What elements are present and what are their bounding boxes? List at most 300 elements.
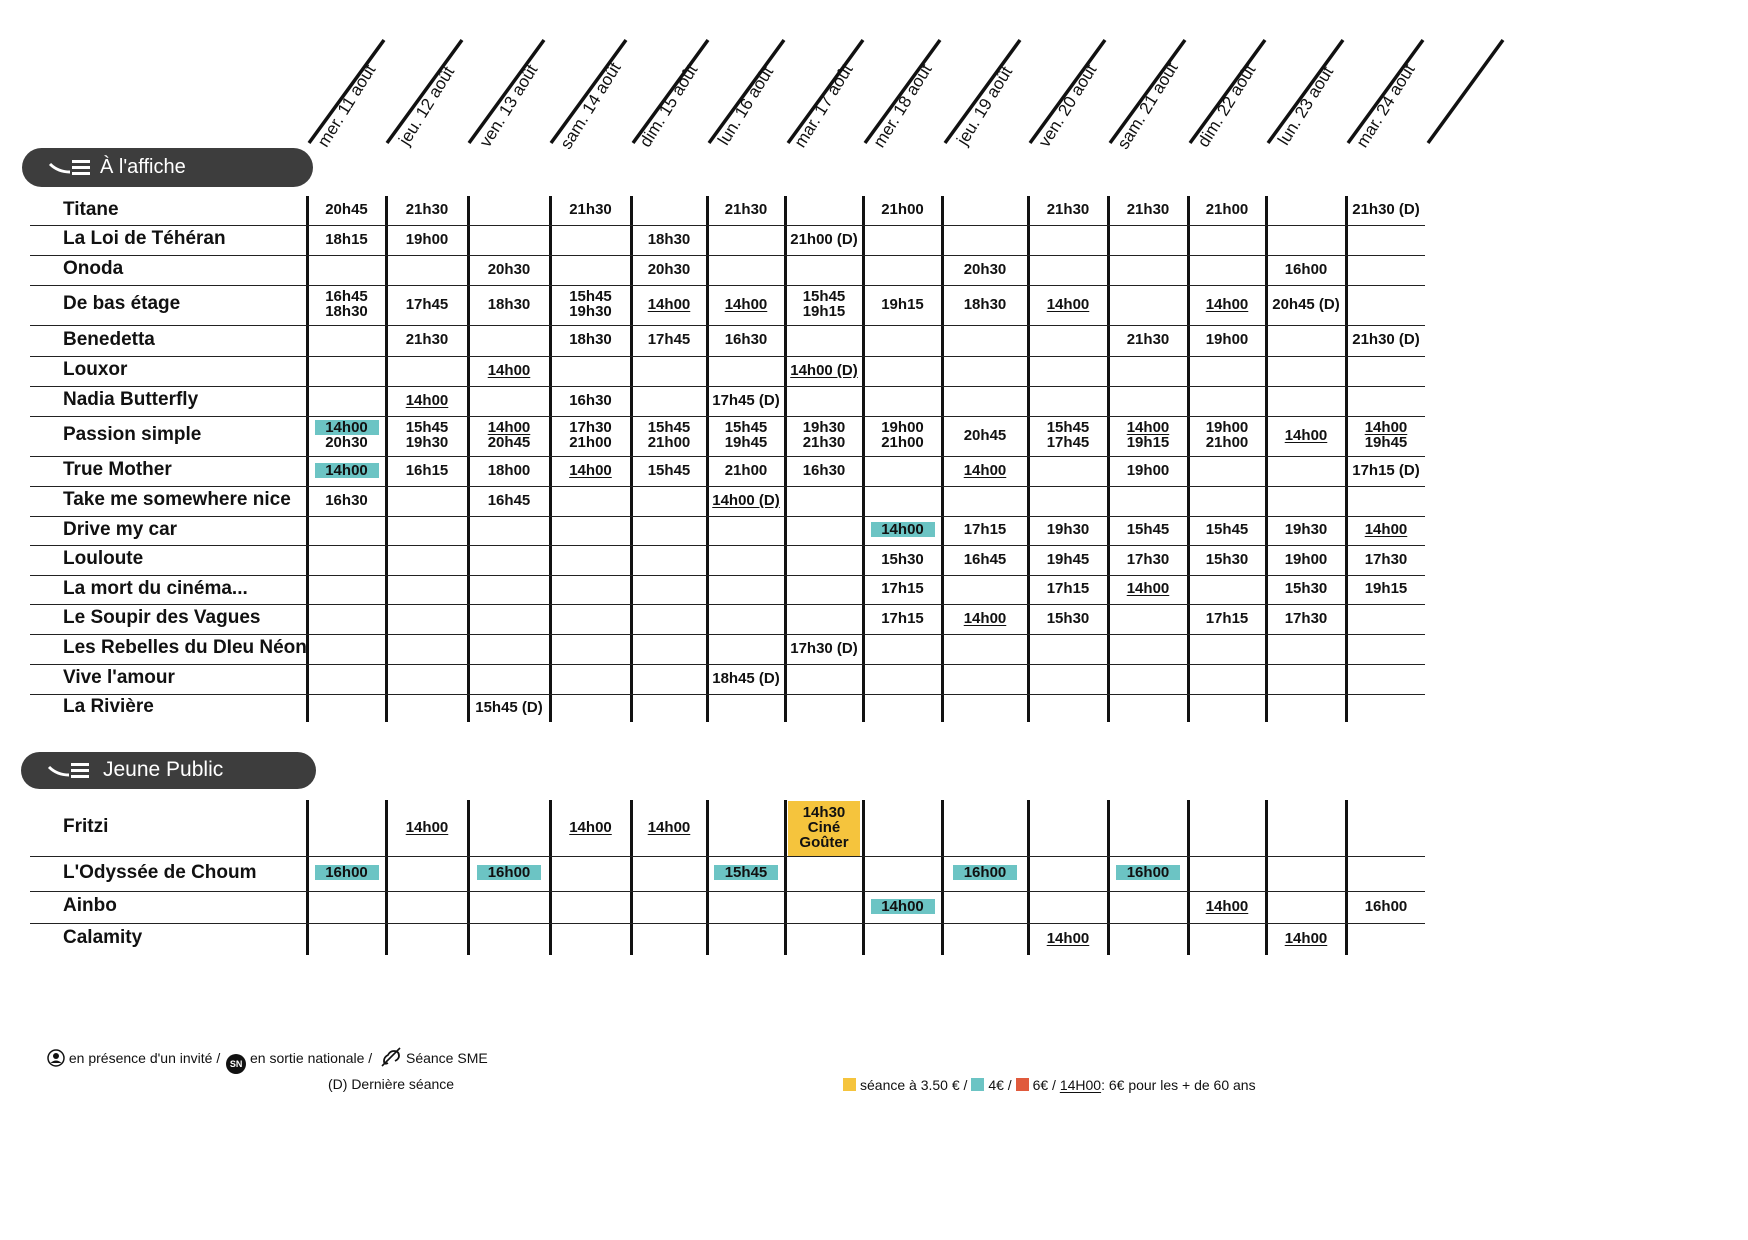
date-label: ven. 20 août — [1034, 61, 1101, 151]
session-cell[interactable] — [449, 865, 569, 880]
film-title: True Mother — [63, 459, 172, 480]
session-time-text: 14h30 — [802, 803, 846, 821]
session-cell[interactable] — [609, 232, 729, 247]
session-cell[interactable] — [1008, 931, 1128, 946]
session-time — [1008, 297, 1128, 312]
session-time-text: 19h00 — [1284, 550, 1328, 568]
film-title: Fritzi — [63, 816, 109, 837]
session-cell[interactable] — [1326, 463, 1446, 478]
session-time-text: 16h30 — [802, 461, 846, 479]
session-time — [449, 700, 569, 715]
session-time — [1326, 463, 1446, 478]
session-time-text: 14h00 — [487, 361, 531, 379]
session-cell[interactable] — [1326, 899, 1446, 914]
session-cell[interactable] — [367, 232, 487, 247]
session-time-text: 19h30 — [405, 434, 449, 451]
session-time — [1167, 899, 1287, 914]
session-time — [764, 232, 884, 247]
section-title: Jeune Public — [103, 758, 224, 781]
film-title: Les Rebelles du DIeu Néon — [63, 637, 307, 658]
row-divider — [30, 575, 1425, 576]
film-title: La mort du cinéma... — [63, 577, 248, 599]
session-cell[interactable] — [1246, 611, 1366, 626]
session-time-text: 17h30 — [1364, 550, 1408, 568]
legend-price4-time: 14H00 — [1059, 1077, 1102, 1093]
session-time-text: 14h00 — [963, 461, 1007, 479]
session-time — [1246, 262, 1366, 277]
session-time-text: Goûter — [799, 833, 849, 851]
session-cell[interactable] — [609, 820, 729, 835]
session-time — [1167, 202, 1287, 217]
session-cell[interactable] — [686, 332, 806, 347]
session-cell[interactable] — [367, 332, 487, 347]
session-time-text: 15h45 — [802, 288, 846, 305]
session-time — [686, 865, 806, 880]
row-divider — [30, 604, 1425, 605]
session-time-text: 20h45 — [963, 426, 1007, 444]
row-divider — [30, 356, 1425, 357]
session-cell[interactable] — [764, 641, 884, 656]
session-time-text: 14h00 (D) — [712, 491, 780, 509]
session-time — [686, 671, 806, 686]
session-time-text: 14h00 — [405, 818, 449, 836]
session-cell[interactable] — [449, 700, 569, 715]
session-time-text: 14h00 — [647, 818, 691, 836]
session-cell[interactable] — [287, 493, 407, 508]
row-divider — [30, 486, 1425, 487]
session-cell[interactable] — [686, 393, 806, 408]
session-cell[interactable] — [1008, 611, 1128, 626]
film-title: Nadia Butterfly — [63, 389, 199, 410]
hearing-ear-icon — [380, 1047, 402, 1067]
date-label: dim. 15 août — [635, 61, 702, 151]
session-time-text: 16h45 — [325, 288, 368, 305]
film-title: Take me somewhere nice — [63, 489, 291, 510]
film-title: Drive my car — [63, 518, 178, 540]
session-cell[interactable] — [449, 363, 569, 378]
session-time — [367, 393, 487, 408]
session-time-text: 20h30 — [647, 260, 691, 278]
session-cell[interactable] — [1008, 297, 1128, 312]
session-time-text: 14h00 — [487, 419, 531, 436]
session-time-text: 21h00 — [724, 461, 768, 479]
section-header-jeune-public — [21, 752, 316, 789]
session-time-text: 19h30 — [569, 303, 612, 320]
session-time-text: Ciné — [807, 818, 841, 836]
film-title: La Rivière — [63, 696, 154, 717]
session-time-text: 14h00 — [405, 391, 449, 409]
row-divider — [30, 923, 1425, 924]
session-time — [1088, 581, 1208, 596]
session-time-text: 16h00 — [1116, 865, 1180, 880]
session-time-text: 20h45 — [325, 201, 368, 218]
session-cell[interactable] — [367, 202, 487, 217]
session-time-text: 19h45 — [1046, 550, 1090, 568]
section-header-a-l-affiche — [22, 148, 313, 187]
session-time — [449, 865, 569, 880]
session-cell[interactable] — [686, 671, 806, 686]
row-divider — [30, 255, 1425, 256]
session-time — [1088, 463, 1208, 478]
row-divider — [30, 386, 1425, 387]
session-time — [609, 820, 729, 835]
session-time — [764, 363, 884, 378]
row-divider — [30, 891, 1425, 892]
column-divider — [1187, 196, 1190, 722]
date-label: mer. 18 août — [868, 60, 936, 151]
session-cell[interactable] — [1326, 552, 1446, 567]
date-label: mar. 17 août — [790, 60, 857, 151]
legend-prices — [843, 1077, 1256, 1093]
session-time-text: 21h30 — [1046, 201, 1090, 218]
session-time-text: 17h15 — [881, 609, 924, 627]
session-time-text: 17h45 — [647, 331, 691, 348]
session-time — [764, 820, 884, 835]
session-time-text: 16h00 — [1284, 260, 1328, 278]
session-cell[interactable] — [1167, 332, 1287, 347]
session-time-text: 21h30 — [724, 201, 768, 218]
session-time-text: 16h00 — [1364, 897, 1408, 915]
session-time-text: 20h30 — [963, 260, 1007, 278]
legend-sme-text: Séance SME — [405, 1050, 488, 1066]
session-time-text: 20h30 — [487, 260, 531, 278]
session-time — [1167, 332, 1287, 347]
session-time — [843, 899, 963, 914]
date-diagonals — [0, 0, 1748, 153]
session-time-text: 14h00 — [1205, 897, 1249, 915]
session-cell[interactable] — [1246, 297, 1366, 312]
session-time-text: 17h15 (D) — [1352, 461, 1420, 479]
row-divider — [30, 416, 1425, 417]
session-time-text: 18h30 — [647, 230, 691, 248]
session-cell[interactable] — [686, 202, 806, 217]
session-time-text: 18h00 — [487, 461, 531, 479]
row-divider — [30, 664, 1425, 665]
session-time-text: 19h30 — [802, 419, 846, 436]
session-time-text: 21h00 — [881, 434, 924, 451]
session-time-text: 21h00 — [1205, 434, 1249, 451]
session-time-text: 14h00 — [963, 609, 1007, 627]
date-label: lun. 16 août — [713, 63, 778, 149]
session-time-text: 15h45 — [647, 419, 691, 436]
session-time-text: 21h00 (D) — [790, 230, 858, 248]
session-time-text: 14h00 — [724, 295, 768, 313]
legend-price3: 6€ / — [1032, 1077, 1056, 1093]
session-time-text: 19h00 — [1205, 331, 1249, 348]
session-time-text: 14h00 — [1046, 929, 1090, 947]
session-time — [686, 393, 806, 408]
session-cell[interactable] — [925, 865, 1045, 880]
section-title: À l'affiche — [100, 156, 186, 178]
session-cell[interactable] — [764, 463, 884, 478]
session-time — [1246, 297, 1366, 312]
session-time-text: 18h15 — [325, 230, 368, 248]
yellow-swatch — [843, 1078, 856, 1091]
legend-price4: : 6€ pour les + de 60 ans — [1101, 1077, 1256, 1093]
session-time-text: 14h00 — [1284, 426, 1328, 444]
session-time-text: 21h30 — [569, 201, 612, 218]
session-time-text: 16h00 — [953, 865, 1017, 880]
session-time — [764, 805, 884, 820]
session-time-text: 21h00 — [647, 434, 691, 451]
session-time-text: 21h00 — [881, 201, 924, 218]
session-time-text: 16h15 — [405, 461, 449, 479]
session-time-text: 19h30 — [1046, 521, 1090, 538]
row-divider — [30, 694, 1425, 695]
session-time-text: 15h45 — [1205, 521, 1249, 538]
session-time-text: 16h30 — [569, 391, 612, 409]
row-divider — [30, 516, 1425, 517]
film-title: Ainbo — [63, 895, 117, 916]
date-divider-line — [1428, 40, 1503, 143]
session-time-text: 15h45 — [714, 865, 778, 880]
session-time-text: 14h00 — [1126, 419, 1170, 436]
session-cell[interactable] — [686, 493, 806, 508]
legend-guest-text: en présence d'un invité / — [68, 1050, 221, 1066]
session-time-text: 21h30 — [1126, 331, 1170, 348]
session-cell[interactable] — [367, 393, 487, 408]
session-time — [449, 363, 569, 378]
session-time-text: 15h45 — [1046, 419, 1090, 436]
session-time-text: 14h00 — [871, 899, 935, 914]
cinema-icon — [48, 158, 92, 178]
session-time — [686, 332, 806, 347]
session-time-text: 19h15 — [802, 303, 846, 320]
session-time-text: 19h00 — [1205, 419, 1249, 436]
session-time — [843, 202, 963, 217]
session-time-text: 21h30 (D) — [1352, 201, 1420, 218]
session-time — [287, 493, 407, 508]
session-cell[interactable] — [1326, 332, 1446, 347]
row-divider — [30, 856, 1425, 857]
legend-national-text: en sortie nationale / — [250, 1050, 373, 1066]
session-time-text: 14h00 — [315, 463, 379, 478]
session-cell[interactable] — [843, 899, 963, 914]
session-cell[interactable] — [531, 393, 651, 408]
session-time-text: 16h00 — [477, 865, 541, 880]
session-time-text: 14h00 — [1126, 580, 1170, 597]
column-divider — [1107, 196, 1110, 722]
session-time-text: 17h15 — [1205, 609, 1249, 627]
session-time — [1008, 611, 1128, 626]
session-cell[interactable] — [609, 262, 729, 277]
session-time-text: 17h45 (D) — [712, 391, 780, 409]
session-time — [609, 262, 729, 277]
session-time-text: 14h00 — [871, 522, 935, 537]
session-time-text: 15h45 — [647, 461, 691, 479]
session-time — [764, 463, 884, 478]
film-title: De bas étage — [63, 293, 181, 314]
session-time-text: 17h15 — [963, 521, 1007, 538]
session-time — [367, 820, 487, 835]
legend-price2: 4€ / — [988, 1077, 1012, 1093]
session-cell[interactable] — [764, 363, 884, 378]
session-time-text: 19h30 — [1284, 521, 1328, 538]
date-label: jeu. 12 août — [394, 63, 459, 149]
session-time-text: 21h00 — [569, 434, 612, 451]
session-time-text: 14h00 — [1284, 929, 1328, 947]
session-cell[interactable] — [764, 232, 884, 247]
row-divider — [30, 225, 1425, 226]
session-time — [764, 641, 884, 656]
session-time — [1326, 552, 1446, 567]
column-divider — [385, 196, 388, 722]
session-time-text: 16h45 — [487, 491, 531, 509]
session-time-text: 15h45 (D) — [475, 698, 543, 716]
session-time-text: 20h45 — [487, 434, 531, 451]
session-time-text: 17h15 — [1046, 580, 1090, 597]
session-time-text: 17h45 — [405, 295, 449, 313]
session-time — [1326, 435, 1446, 450]
film-title: Calamity — [63, 927, 143, 948]
session-time-text: 14h00 — [1046, 295, 1090, 313]
session-time-text: 14h00 — [1205, 295, 1249, 313]
session-time-text: 14h00 — [647, 295, 691, 313]
session-time-text: 18h30 — [487, 295, 531, 313]
session-time-text: 14h00 — [569, 461, 612, 479]
session-time-text: 14h00 — [1364, 521, 1408, 538]
session-time — [1326, 522, 1446, 537]
session-time-text: 14h00 — [315, 420, 379, 435]
session-time-text: 21h30 — [405, 201, 449, 218]
session-cell[interactable] — [764, 805, 884, 850]
film-title: Vive l'amour — [63, 667, 175, 688]
session-time-text: 15h45 — [1126, 521, 1170, 538]
legend-price1: séance à 3.50 € / — [860, 1077, 968, 1093]
session-time — [531, 393, 651, 408]
session-cell[interactable] — [686, 865, 806, 880]
session-time-text: 18h30 — [963, 295, 1007, 313]
date-label: sam. 14 août — [555, 59, 625, 153]
session-time — [764, 835, 884, 850]
session-time — [367, 332, 487, 347]
date-label: ven. 13 août — [475, 61, 542, 151]
sn-badge-text: SN — [229, 1059, 243, 1069]
date-label: jeu. 19 août — [952, 63, 1017, 149]
session-cell[interactable] — [449, 493, 569, 508]
session-time — [367, 202, 487, 217]
session-time-text: 18h30 — [569, 331, 612, 348]
row-divider — [30, 325, 1425, 326]
session-cell[interactable] — [1088, 865, 1208, 880]
teal-swatch — [971, 1078, 984, 1091]
session-cell[interactable] — [531, 202, 651, 217]
session-cell[interactable] — [843, 581, 963, 596]
session-time-text: 17h30 — [1284, 609, 1328, 627]
session-time-text: 16h45 — [963, 550, 1007, 568]
session-cell[interactable] — [1088, 463, 1208, 478]
session-time-text: 19h15 — [1364, 580, 1408, 597]
session-cell[interactable] — [925, 463, 1045, 478]
session-time-text: 16h00 — [315, 865, 379, 880]
session-time-text: 18h30 — [325, 303, 368, 320]
session-time — [367, 232, 487, 247]
session-cell[interactable] — [843, 202, 963, 217]
session-time — [843, 581, 963, 596]
session-time-text: 14h00 (D) — [790, 361, 858, 379]
session-cell[interactable] — [1246, 262, 1366, 277]
session-time-text: 19h00 — [405, 230, 449, 248]
session-time — [449, 262, 569, 277]
session-cell[interactable] — [1088, 581, 1208, 596]
session-time — [1326, 899, 1446, 914]
session-time-text: 14h00 — [1364, 419, 1408, 436]
session-time-text: 17h30 (D) — [790, 639, 858, 657]
guest-icon — [47, 1049, 65, 1067]
session-time — [609, 232, 729, 247]
session-time — [1326, 581, 1446, 596]
session-time — [531, 202, 651, 217]
film-title: Passion simple — [63, 424, 202, 445]
session-cell[interactable] — [1326, 420, 1446, 450]
session-time — [287, 865, 407, 880]
session-time — [925, 865, 1045, 880]
red-swatch — [1016, 1078, 1029, 1091]
session-time — [686, 493, 806, 508]
session-time — [1008, 931, 1128, 946]
film-title: Louloute — [63, 548, 144, 569]
session-time-text: 17h15 — [881, 580, 924, 597]
session-time — [1246, 611, 1366, 626]
session-time-text: 16h30 — [325, 491, 368, 509]
session-cell[interactable] — [367, 820, 487, 835]
session-cell[interactable] — [1167, 202, 1287, 217]
film-title: La Loi de Téhéran — [63, 228, 226, 249]
session-time-text: 19h45 — [1364, 434, 1408, 451]
session-time — [925, 463, 1045, 478]
session-time — [1326, 332, 1446, 347]
session-cell[interactable] — [449, 262, 569, 277]
session-time — [1326, 202, 1446, 217]
row-divider — [30, 456, 1425, 457]
session-time-text: 20h30 — [325, 434, 368, 451]
session-time — [686, 202, 806, 217]
session-cell[interactable] — [1246, 931, 1366, 946]
film-title: Titane — [63, 198, 119, 220]
sn-badge-icon — [226, 1054, 246, 1074]
session-time-text: 19h00 — [881, 419, 924, 436]
session-cell[interactable] — [1326, 522, 1446, 537]
row-divider — [30, 634, 1425, 635]
session-cell[interactable] — [287, 865, 407, 880]
film-title: L'Odyssée de Choum — [63, 861, 257, 883]
session-time — [1246, 931, 1366, 946]
session-cell[interactable] — [1326, 581, 1446, 596]
session-time-text: 19h45 — [724, 434, 768, 451]
session-time-text: 19h00 — [1126, 461, 1170, 479]
session-cell[interactable] — [1167, 899, 1287, 914]
session-time-text: 21h00 — [1205, 201, 1249, 218]
session-cell[interactable] — [925, 262, 1045, 277]
session-time-text: 21h30 — [802, 434, 846, 451]
session-time — [925, 262, 1045, 277]
session-time-text: 15h30 — [881, 550, 924, 568]
session-time-text: 21h30 (D) — [1352, 331, 1420, 348]
session-time-text: 16h30 — [724, 331, 768, 348]
session-time-text: 19h15 — [1126, 434, 1170, 451]
film-title: Benedetta — [63, 328, 155, 350]
film-title: Onoda — [63, 258, 124, 279]
date-label: dim. 22 août — [1193, 61, 1260, 151]
session-time-text: 15h30 — [1284, 580, 1328, 597]
session-time-text: 21h30 — [1126, 201, 1170, 218]
legend-last: (D) Dernière séance — [328, 1076, 455, 1092]
session-time-text: 15h45 — [724, 419, 768, 436]
session-time-text: 17h45 — [1046, 434, 1090, 451]
session-cell[interactable] — [1326, 202, 1446, 217]
date-label: lun. 23 août — [1273, 63, 1338, 149]
session-time — [1326, 420, 1446, 435]
